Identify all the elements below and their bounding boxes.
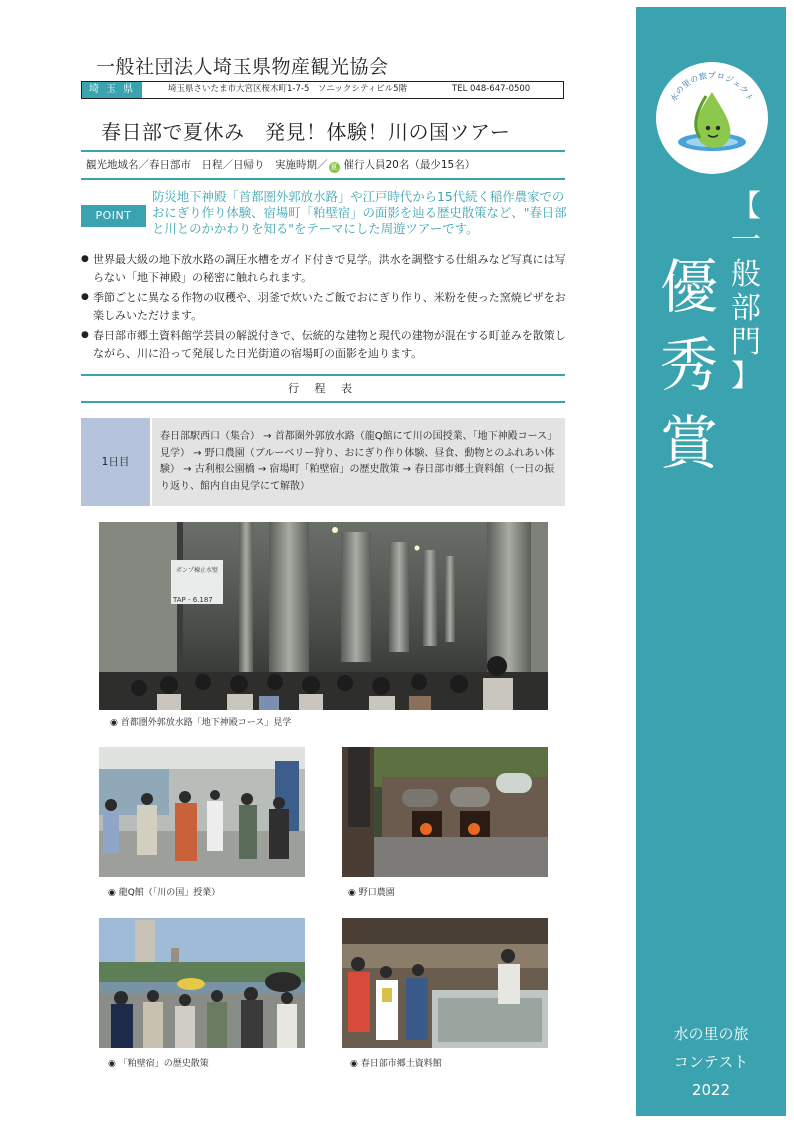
info-suffix: 催行人員20名（最少15名） (343, 159, 476, 171)
tour-info (86, 157, 475, 173)
organization-name: 一般社団法人埼玉県物産観光協会 (96, 56, 389, 78)
divider (81, 150, 565, 152)
project-logo (656, 62, 768, 174)
address-text: 埼玉県さいたま市大宮区桜木町1-7-5 ソニックシティビル5階 (168, 84, 408, 94)
tel-text: TEL 048-647-0500 (452, 84, 531, 94)
photo-caption: ◉ 野口農園 (348, 888, 395, 898)
address-bar (81, 81, 564, 99)
category-char: 一 (731, 223, 761, 258)
award-title (657, 248, 721, 482)
photo-caption: ◉ 龍Q館（「川の国」授業） (108, 888, 221, 898)
info-prefix: 観光地域名／春日部市 日程／日帰り 実施時期／ (86, 159, 328, 171)
photo-ryuq-hall (99, 747, 305, 877)
photo-caption: ◉ 首都圏外郭放水路「地下神殿コース」見学 (110, 718, 292, 728)
contest-line: 水の里の旅 (673, 1025, 749, 1043)
point-badge: POINT (81, 205, 146, 227)
divider (81, 374, 565, 376)
highlights-list (81, 251, 569, 365)
divider (81, 401, 565, 403)
tour-title: 春日部で夏休み 発見！体験！川の国ツアー (101, 120, 511, 144)
contest-line: コンテスト (673, 1053, 749, 1071)
category-char: 般 (731, 257, 761, 292)
list-item: ● 世界最大級の地下放水路の調圧水槽をガイド付きで見学。洪水を調整する仕組みなど写真には写らない「地下神殿」の秘密に触れられます。 (81, 251, 569, 286)
photo-local-museum (342, 918, 548, 1048)
award-category (728, 190, 764, 394)
sign-label: TAP - 6.187 (173, 596, 213, 604)
category-char: 部 (731, 291, 761, 326)
season-badge: 夏 (330, 163, 338, 171)
contest-line: 2022 (691, 1081, 731, 1099)
photo-kasukabe-walk (99, 918, 305, 1048)
point-description: 防災地下神殿「首都圏外郭放水路」や江戸時代から15代続く稲作農家でのおにぎり作り体験、宿場町「粕壁宿」の面影を辿る歴史散策など、"春日部と川とのかかわりを知る"をテーマにした周遊ツアーです。 (152, 189, 567, 236)
list-item: ● 季節ごとに異なる作物の収穫や、羽釜で炊いたご飯でおにぎり作り、米粉を使った窯焼ピザをお楽しみいただけます。 (81, 289, 569, 324)
schedule-heading: 行 程 表 (288, 382, 358, 395)
category-char: 【 (731, 189, 761, 224)
contest-name (636, 1020, 786, 1104)
water-drop-logo-icon (656, 62, 768, 174)
prefecture-label: 埼 玉 県 (82, 82, 142, 98)
divider (81, 178, 565, 180)
photo-caption: ◉ 「粕壁宿」の歴史散策 (108, 1059, 209, 1069)
svg-text:水の里の旅プロジェクト: 水の里の旅プロジェクト (668, 70, 756, 104)
day-label: 1日目 (81, 418, 150, 506)
list-item: ● 春日部市郷土資料館学芸員の解説付きで、伝統的な建物と現代の建物が混在する町並みを散策しながら、川に沿って発展した日光街道の宿場町の面影を辿ります。 (81, 327, 569, 362)
sign-label: ポンプ棟止水壁 (176, 567, 219, 574)
itinerary-text: 春日部駅西口（集合） → 首都圏外郭放水路（龍Q館にて川の国授業、「地下神殿コース」見学） → 野口農園（ブルーベリー狩り、おにぎり作り体験、昼食、動物とのふれあい体験） → 古利根公園橋 → 宿場町「粕壁宿」の歴史散策 → 春日部市郷土資料館（一日の振り返り、館内自由見学にて解散） (152, 418, 565, 506)
award-char: 秀 (659, 331, 718, 399)
photo-caption: ◉ 春日部市郷土資料館 (350, 1059, 442, 1069)
category-char: 門 (731, 325, 761, 360)
photo-noguchi-farm (342, 747, 548, 877)
award-char: 優 (659, 253, 718, 321)
category-char: 】 (731, 359, 761, 394)
photo-underground-temple (99, 522, 548, 710)
award-char: 賞 (659, 409, 718, 477)
